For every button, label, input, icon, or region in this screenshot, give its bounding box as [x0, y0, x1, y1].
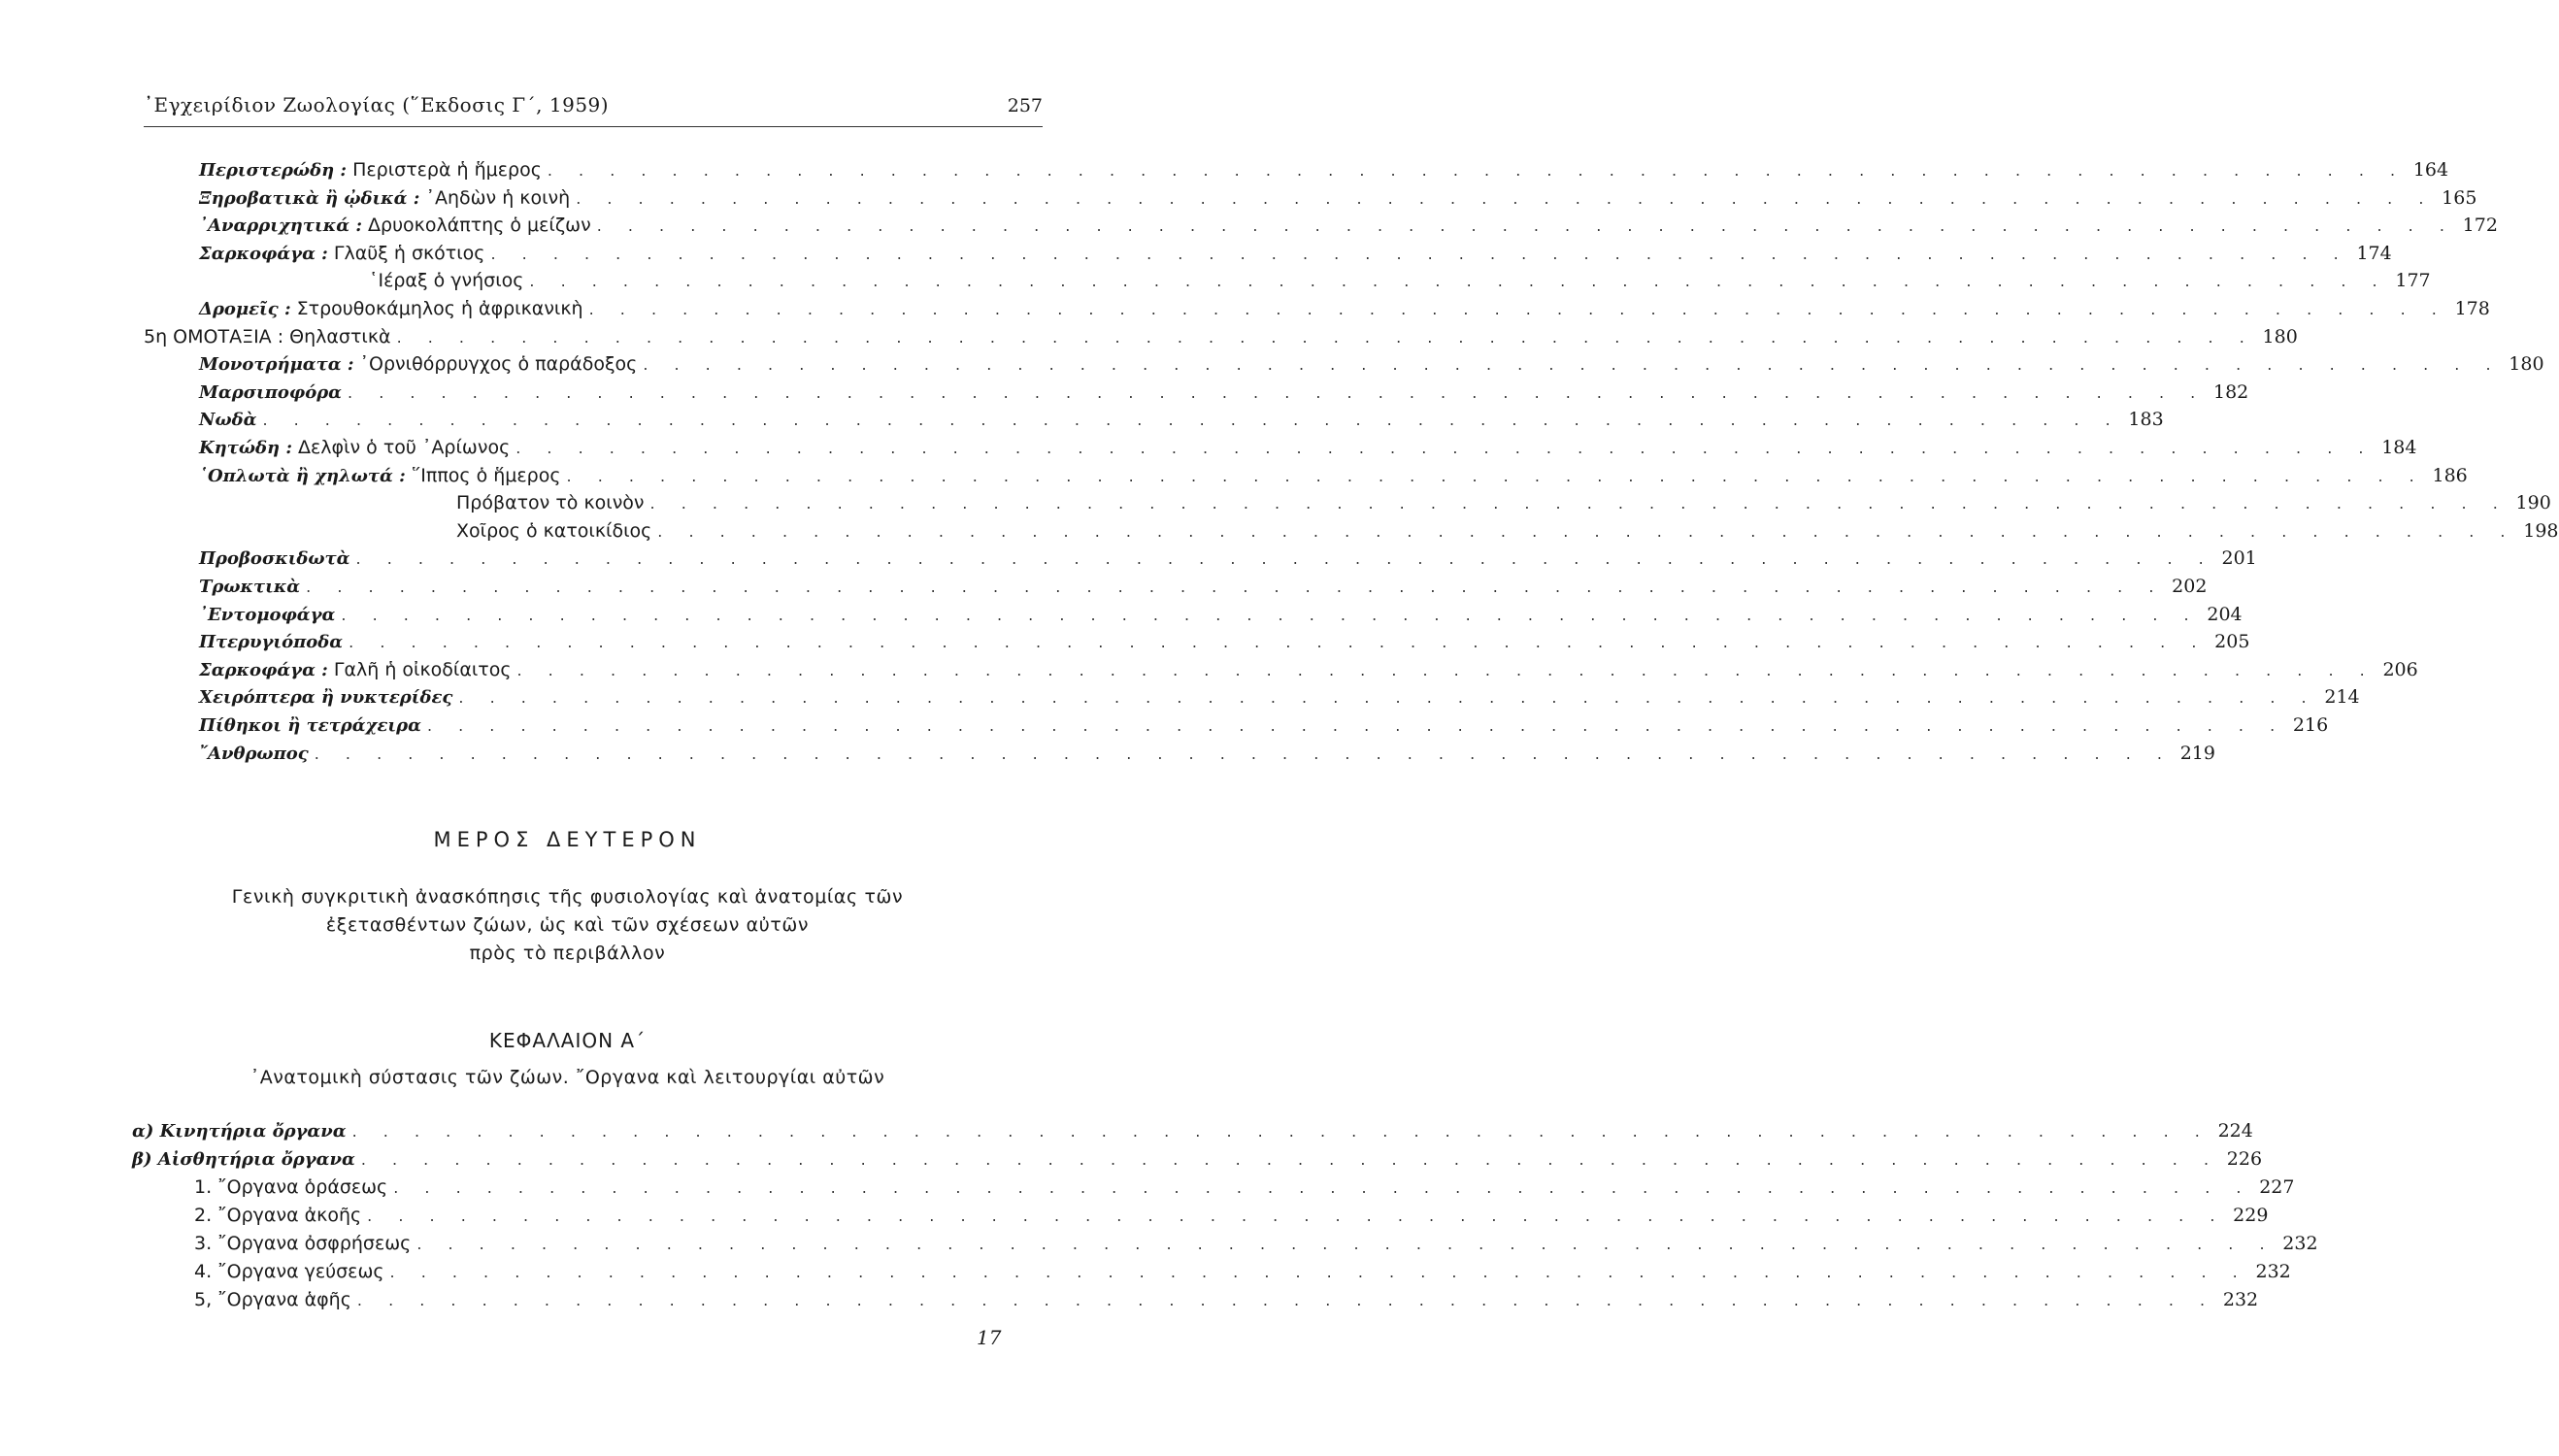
toc-row	[199, 658, 2418, 686]
toc-category: Δρομεῖς :	[199, 299, 291, 319]
toc-label	[199, 604, 335, 625]
signature-number: 17	[977, 1326, 1002, 1349]
toc-category: Σαρκοφάγα :	[199, 243, 328, 264]
toc-category: Μονοτρήματα :	[199, 354, 354, 376]
toc-page: 201	[2221, 547, 2257, 570]
toc-category: Μαρσιποφόρα	[199, 381, 343, 403]
toc-text: Γαλῆ ἡ οἰκοδίαιτος	[327, 658, 512, 680]
dot-leader: . . . . . . . . . . . . . . . . . . . . . . . . . . . . . . . . . . . . . . . . . . . . . . . . . . . . . . . . . . . .	[416, 1235, 2276, 1253]
toc-category: ᾿Αναρριχητικά :	[199, 215, 362, 237]
part-description-line-3: πρὸς τὸ περιβάλλον	[469, 943, 666, 964]
chapter-entry-label	[194, 1205, 361, 1226]
toc-page: 204	[2207, 603, 2243, 625]
dot-leader: . . . . . . . . . . . . . . . . . . . . . . . . . . . . . . . . . . . . . . . . . . . . . . . . . . . . . . . . . . . .	[588, 300, 2447, 318]
toc-label	[199, 743, 309, 764]
chapter-entry-page: 232	[2255, 1261, 2291, 1282]
dot-leader: . . . . . . . . . . . . . . . . . . . . . . . . . . . . . . . . . . . . . . . . . . . . . . . . . . . . . . . . . . . .	[396, 327, 2255, 347]
chapter-entry-row	[194, 1233, 2318, 1260]
part-description-line-1: Γενικὴ συγκριτικὴ ἀνασκόπησις τῆς φυσιολογίας καὶ ἀνατομίας τῶν	[231, 886, 904, 908]
toc-text: ῞Ιππος ὁ ἥμερος	[405, 464, 561, 486]
dot-leader: . . . . . . . . . . . . . . . . . . . . . . . . . . . . . . . . . . . . . . . . . . . . . . . . . . . . . . . . . . . .	[367, 1207, 2226, 1225]
toc-label	[199, 437, 510, 458]
chapter-entry-label	[194, 1261, 384, 1282]
dot-leader: . . . . . . . . . . . . . . . . . . . . . . . . . . . . . . . . . . . . . . . . . . . . . . . . . . . . . . . . . . . .	[643, 355, 2502, 375]
toc-row	[199, 186, 2477, 215]
toc-label	[456, 492, 645, 513]
toc-label	[199, 686, 452, 708]
dot-leader: . . . . . . . . . . . . . . . . . . . . . . . . . . . . . . . . . . . . . . . . . . . . . . . . . . . . . . . . . . . .	[547, 161, 2407, 180]
chapter-entry-page: 232	[2282, 1233, 2318, 1254]
toc-category: Τρωκτικὰ	[199, 577, 301, 597]
dot-leader: . . . . . . . . . . . . . . . . . . . . . . . . . . . . . . . . . . . . . . . . . . . . . . . . . . . . . . . . . . . .	[360, 1150, 2220, 1169]
toc-page: 182	[2213, 381, 2249, 403]
chapter-entry-page: 224	[2217, 1120, 2253, 1142]
toc-row	[456, 519, 2559, 547]
chapter-entry-row	[194, 1176, 2295, 1204]
toc-page: 180	[2509, 353, 2544, 376]
toc-row	[199, 603, 2243, 631]
toc-label	[199, 659, 512, 680]
dot-leader: . . . . . . . . . . . . . . . . . . . . . . . . . . . . . . . . . . . . . . . . . . . . . . . . . . . . . . . . . . . .	[596, 216, 2455, 236]
toc-text: ῾Ιέραξ ὁ γνήσιος	[369, 270, 524, 292]
chapter-entry-text: 2. ῎Οργανα ἀκοῆς	[194, 1205, 362, 1226]
dot-leader: . . . . . . . . . . . . . . . . . . . . . . . . . . . . . . . . . . . . . . . . . . . . . . . . . . . . . . . . . . . .	[356, 1291, 2216, 1309]
dot-leader: . . . . . . . . . . . . . . . . . . . . . . . . . . . . . . . . . . . . . . . . . . . . . . . . . . . . . . . . . . . .	[566, 466, 2425, 485]
toc-text: Πρόβατον τὸ κοινὸν	[456, 492, 645, 514]
toc-page: 174	[2356, 242, 2392, 264]
toc-row	[369, 270, 2431, 297]
toc-category: Περιστερώδη :	[199, 160, 348, 181]
toc-row	[199, 437, 2417, 464]
toc-label	[369, 270, 523, 291]
toc-row	[456, 492, 2551, 519]
dot-leader: . . . . . . . . . . . . . . . . . . . . . . . . . . . . . . . . . . . . . . . . . . . . . . . . . . . . . . . . . . . .	[515, 439, 2375, 457]
toc-label	[199, 298, 583, 319]
chapter-entry-row	[194, 1261, 2291, 1288]
toc-row	[199, 631, 2250, 658]
toc-label	[456, 520, 651, 542]
toc-label	[199, 465, 561, 486]
chapter-subtitle: ᾿Ανατομικὴ σύστασις τῶν ζώων. ῎Οργανα καὶ λειτουργίαι αὐτῶν	[249, 1067, 885, 1088]
dot-leader: . . . . . . . . . . . . . . . . . . . . . . . . . . . . . . . . . . . . . . . . . . . . . . . . . . . . . . . . . . . .	[314, 744, 2173, 763]
toc-label	[199, 409, 256, 430]
toc-category: Πίθηκοι ἢ τετράχειρα	[199, 715, 421, 736]
toc-page: 216	[2292, 714, 2329, 736]
toc-label	[199, 381, 342, 403]
toc-row	[199, 298, 2490, 325]
chapter-entry-label	[194, 1233, 411, 1254]
toc-row	[199, 159, 2449, 186]
running-header	[144, 89, 1043, 127]
toc-text: 5η ΟΜΟΤΑΞΙΑ : Θηλαστικὰ	[144, 325, 391, 347]
toc-label	[199, 547, 350, 569]
dot-leader: . . . . . . . . . . . . . . . . . . . . . . . . . . . . . . . . . . . . . . . . . . . . . . . . . . . . . . . . . . . .	[393, 1178, 2252, 1197]
chapter-entry-page: 232	[2222, 1289, 2259, 1310]
dot-leader: . . . . . . . . . . . . . . . . . . . . . . . . . . . . . . . . . . . . . . . . . . . . . . . . . . . . . . . . . . . .	[349, 633, 2208, 652]
toc-row	[199, 464, 2468, 492]
chapter-entry-row	[132, 1148, 2263, 1175]
toc-row	[199, 714, 2329, 742]
toc-category: ῾Οπλωτὰ ἢ χηλωτά :	[199, 465, 406, 486]
dot-leader: . . . . . . . . . . . . . . . . . . . . . . . . . . . . . . . . . . . . . . . . . . . . . . . . . . . . . . . . . . . .	[490, 244, 2349, 263]
chapter-entry-label	[194, 1289, 351, 1310]
chapter-entry-label	[132, 1120, 347, 1142]
part-title: ΜΕΡΟΣ ΔΕΥΤΕΡΟΝ	[433, 828, 702, 851]
toc-text: Δρυοκολάπτης ὁ μείζων	[361, 215, 591, 237]
toc-category: Πτερυγιόποδα	[199, 632, 344, 653]
chapter-entry-text: 5, ῎Οργανα ἁφῆς	[194, 1289, 351, 1310]
toc-row	[199, 547, 2257, 575]
toc-label	[199, 576, 300, 597]
toc-page: 177	[2395, 270, 2431, 292]
toc-text: Στρουθοκάμηλος ἡ ἀφρικανικὴ	[290, 298, 583, 319]
toc-label	[199, 215, 591, 236]
toc-category: Σαρκοφάγα :	[199, 659, 328, 680]
toc-row	[199, 576, 2208, 603]
toc-text: ᾿Ορνιθόρρυγχος ὁ παράδοξος	[353, 353, 638, 376]
toc-category: ᾿Εντομοφάγα	[199, 604, 336, 625]
toc-label	[199, 159, 542, 181]
toc-row	[199, 215, 2498, 242]
book-title: ᾿Εγχειρίδιον Ζωολογίας (῞Εκδοσις Γ΄, 1959)	[144, 93, 610, 116]
chapter-entry-row	[132, 1120, 2253, 1147]
toc-label	[144, 326, 391, 347]
toc-row	[199, 381, 2249, 409]
toc-row	[144, 325, 2298, 353]
toc-category: ῎Ανθρωπος	[199, 743, 309, 764]
chapter-entry-text: 3. ῎Οργανα ὀσφρήσεως	[194, 1233, 412, 1254]
chapter-title: ΚΕΦΑΛΑΙΟΝ Α΄	[488, 1029, 647, 1052]
toc-category: Προβοσκιδωτὰ	[199, 548, 350, 570]
toc-label	[199, 353, 637, 375]
dot-leader: . . . . . . . . . . . . . . . . . . . . . . . . . . . . . . . . . . . . . . . . . . . . . . . . . . . . . . . . . . . .	[426, 716, 2286, 735]
toc-page: 180	[2262, 325, 2298, 347]
toc-page: 219	[2179, 742, 2215, 764]
toc-row	[199, 409, 2164, 436]
dot-leader: . . . . . . . . . . . . . . . . . . . . . . . . . . . . . . . . . . . . . . . . . . . . . . . . . . . . . . . . . . . .	[348, 382, 2207, 402]
toc-row	[199, 686, 2360, 713]
toc-row	[199, 742, 2215, 770]
chapter-entry-label	[194, 1176, 387, 1198]
chapter-entry-category: β) Αἰσθητήρια ὄργανα	[132, 1149, 355, 1170]
toc-page: 198	[2523, 519, 2559, 542]
dot-leader: . . . . . . . . . . . . . . . . . . . . . . . . . . . . . . . . . . . . . . . . . . . . . . . . . . . . . . . . . . . .	[389, 1263, 2248, 1281]
toc-page: 186	[2432, 464, 2468, 486]
toc-page: 165	[2442, 186, 2477, 209]
toc-page: 202	[2172, 576, 2208, 597]
toc-label	[199, 714, 421, 736]
toc-text: Χοῖρος ὁ κατοικίδιος	[456, 519, 652, 542]
page-number: 257	[1007, 95, 1043, 116]
toc-page: 190	[2515, 492, 2551, 514]
toc-page: 183	[2128, 409, 2164, 431]
toc-category: Χειρόπτερα ἢ νυκτερίδες	[199, 687, 453, 709]
toc-category: Νωδὰ	[199, 410, 257, 431]
toc-text: ᾿Αηδὼν ἡ κοινὴ	[419, 186, 571, 209]
toc-category: Ξηροβατικὰ ἢ ᾠδικά :	[199, 187, 420, 209]
dot-leader: . . . . . . . . . . . . . . . . . . . . . . . . . . . . . . . . . . . . . . . . . . . . . . . . . . . . . . . . . . . .	[529, 272, 2388, 291]
toc-label	[199, 243, 484, 264]
toc-page: 214	[2324, 686, 2360, 709]
chapter-entry-row	[194, 1205, 2269, 1232]
chapter-entry-category: α) Κινητήρια ὄργανα	[132, 1121, 347, 1142]
dot-leader: . . . . . . . . . . . . . . . . . . . . . . . . . . . . . . . . . . . . . . . . . . . . . . . . . . . . . . . . . . . .	[649, 494, 2509, 513]
dot-leader: . . . . . . . . . . . . . . . . . . . . . . . . . . . . . . . . . . . . . . . . . . . . . . . . . . . . . . . . . . . .	[355, 549, 2214, 569]
toc-label	[199, 631, 343, 652]
toc-page: 172	[2462, 215, 2498, 237]
toc-row	[199, 353, 2544, 381]
dot-leader: . . . . . . . . . . . . . . . . . . . . . . . . . . . . . . . . . . . . . . . . . . . . . . . . . . . . . . . . . . . .	[306, 578, 2165, 596]
toc-label	[199, 187, 570, 209]
toc-row	[199, 242, 2392, 270]
dot-leader: . . . . . . . . . . . . . . . . . . . . . . . . . . . . . . . . . . . . . . . . . . . . . . . . . . . . . . . . . . . .	[351, 1122, 2210, 1141]
dot-leader: . . . . . . . . . . . . . . . . . . . . . . . . . . . . . . . . . . . . . . . . . . . . . . . . . . . . . . . . . . . .	[341, 605, 2200, 624]
toc-page: 184	[2381, 437, 2417, 458]
chapter-entry-row	[194, 1289, 2259, 1316]
dot-leader: . . . . . . . . . . . . . . . . . . . . . . . . . . . . . . . . . . . . . . . . . . . . . . . . . . . . . . . . . . . .	[516, 660, 2376, 679]
chapter-entry-label	[132, 1148, 355, 1170]
chapter-entry-text: 4. ῎Οργανα γεύσεως	[194, 1261, 384, 1282]
dot-leader: . . . . . . . . . . . . . . . . . . . . . . . . . . . . . . . . . . . . . . . . . . . . . . . . . . . . . . . . . . . .	[657, 521, 2516, 541]
chapter-entry-page: 227	[2259, 1176, 2295, 1198]
dot-leader: . . . . . . . . . . . . . . . . . . . . . . . . . . . . . . . . . . . . . . . . . . . . . . . . . . . . . . . . . . . .	[458, 688, 2317, 708]
toc-category: Κητώδη :	[199, 438, 292, 458]
toc-page: 178	[2454, 298, 2490, 319]
chapter-entry-page: 229	[2233, 1205, 2269, 1226]
toc-page: 205	[2214, 631, 2250, 653]
chapter-entry-page: 226	[2226, 1148, 2263, 1170]
toc-text: Γλαῦξ ἡ σκότιος	[327, 242, 485, 264]
part-description-line-2: ἐξετασθέντων ζώων, ὡς καὶ τῶν σχέσεων αὐτῶν	[325, 914, 810, 936]
chapter-entry-text: 1. ῎Οργανα ὁράσεως	[194, 1176, 388, 1198]
toc-page: 164	[2412, 159, 2449, 181]
dot-leader: . . . . . . . . . . . . . . . . . . . . . . . . . . . . . . . . . . . . . . . . . . . . . . . . . . . . . . . . . . . .	[262, 411, 2121, 430]
dot-leader: . . . . . . . . . . . . . . . . . . . . . . . . . . . . . . . . . . . . . . . . . . . . . . . . . . . . . . . . . . . .	[576, 188, 2435, 208]
toc-page: 206	[2382, 658, 2418, 680]
toc-text: Περιστερὰ ἡ ἥμερος	[347, 159, 542, 181]
toc-text: Δελφὶν ὁ τοῦ ᾿Αρίωνος	[292, 437, 511, 458]
